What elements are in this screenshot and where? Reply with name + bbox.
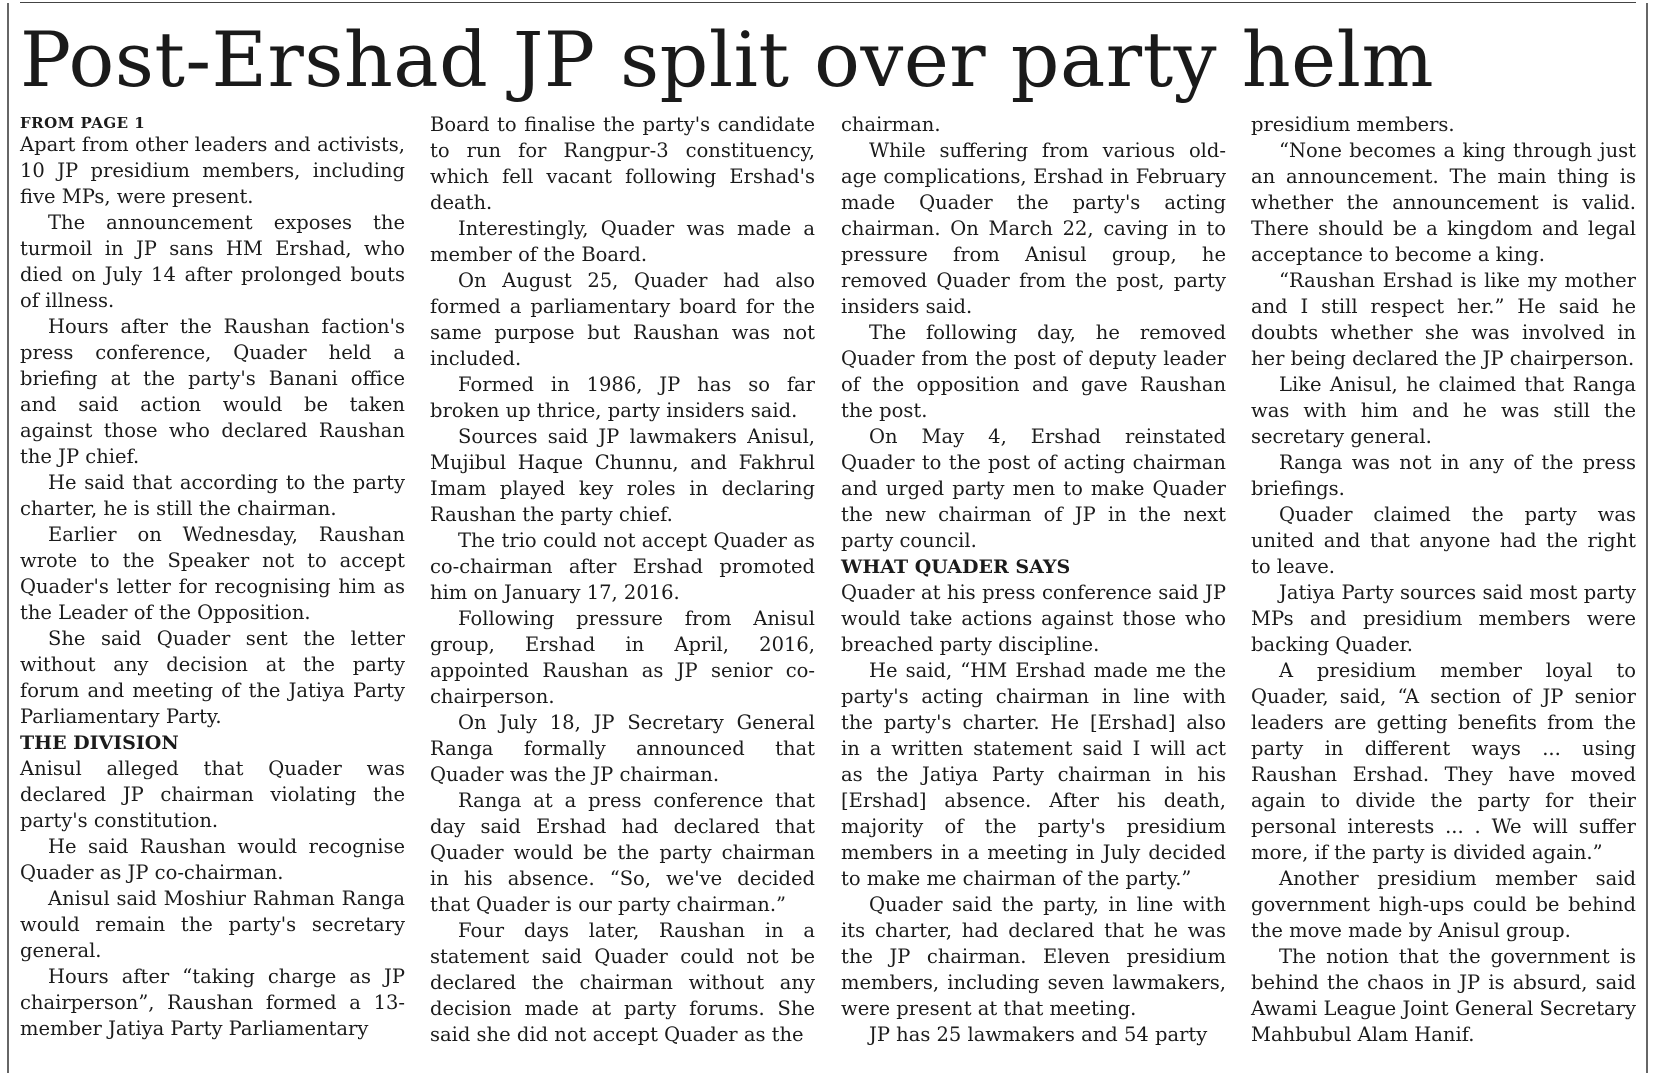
right-border-rule <box>1646 3 1648 1073</box>
paragraph: Four days later, Raushan in a statement said Quader could not be declared the chairman without any decision made at party forums. She said she did not accept Quader as the <box>430 919 815 1046</box>
headline: Post-Ershad JP split over party helm <box>20 15 1435 104</box>
paragraph: chairman. <box>841 113 941 136</box>
paragraph: Interestingly, Quader was made a member of the Board. <box>430 217 815 266</box>
paragraph: Ranga was not in any of the press briefings. <box>1251 451 1636 500</box>
paragraph: On July 18, JP Secretary General Ranga formally announced that Quader was the JP chairman. <box>430 711 815 786</box>
subhead-the-division: THE DIVISION <box>20 732 179 754</box>
paragraph: Apart from other leaders and activists, 10 JP presidium members, including five MPs, were present. <box>20 133 405 208</box>
paragraph: Hours after the Raushan faction's press conference, Quader held a briefing at the party's Banani office and said action would be taken against those who declared Raushan the JP chief. <box>20 315 405 468</box>
paragraph: The notion that the government is behind the chaos in JP is absurd, said Awami League Joint General Secretary Mahbubul Alam Hanif. <box>1251 945 1636 1046</box>
paragraph: Formed in 1986, JP has so far broken up thrice, party insiders said. <box>430 373 815 422</box>
paragraph: While suffering from various old-age complications, Ershad in February made Quader the party's acting chairman. On March 22, caving in to pressure from Anisul group, he removed Quader from the post, party insiders said. <box>841 139 1226 318</box>
paragraph: presidium members. <box>1251 113 1455 136</box>
paragraph: The announcement exposes the turmoil in JP sans HM Ershad, who died on July 14 after prolonged bouts of illness. <box>20 211 405 312</box>
paragraph: Jatiya Party sources said most party MPs and presidium members were backing Quader. <box>1251 581 1636 656</box>
paragraph: Quader at his press conference said JP would take actions against those who breached party discipline. <box>841 581 1226 656</box>
paragraph: Following pressure from Anisul group, Ershad in April, 2016, appointed Raushan as JP senior co-chairperson. <box>430 607 815 708</box>
kicker: FROM PAGE 1 <box>20 114 146 132</box>
paragraph: On August 25, Quader had also formed a parliamentary board for the same purpose but Raushan was not included. <box>430 269 815 370</box>
paragraph: Quader said the party, in line with its charter, had declared that he was the JP chairman. Eleven presidium members, including seven lawmakers, were present at that meeting. <box>841 893 1226 1020</box>
paragraph: On May 4, Ershad reinstated Quader to the post of acting chairman and urged party men to make Quader the new chairman of JP in the next party council. <box>841 425 1226 552</box>
article-column-3 <box>841 112 1226 1048</box>
subhead-what-quader-says: WHAT QUADER SAYS <box>841 556 1071 578</box>
paragraph: Sources said JP lawmakers Anisul, Mujibul Haque Chunnu, and Fakhrul Imam played key roles in declaring Raushan the party chief. <box>430 425 815 526</box>
paragraph: JP has 25 lawmakers and 54 party <box>869 1023 1208 1046</box>
article-column-2 <box>430 112 815 1048</box>
paragraph: A presidium member loyal to Quader, said, “A section of JP senior leaders are getting benefits from the party in different ways ... using Raushan Ershad. They have moved again to divide the party for their personal interests ... . We will suffer more, if the party is divided again.” <box>1251 659 1636 864</box>
paragraph: He said Raushan would recognise Quader as JP co-chairman. <box>20 835 405 884</box>
paragraph: Ranga at a press conference that day said Ershad had declared that Quader would be the party chairman in his absence. “So, we've decided that Quader is our party chairman.” <box>430 789 815 916</box>
paragraph: The following day, he removed Quader from the post of deputy leader of the opposition and gave Raushan the post. <box>841 321 1226 422</box>
paragraph: “Raushan Ershad is like my mother and I still respect her.” He said he doubts whether she was involved in her being declared the JP chairperson. <box>1251 269 1636 370</box>
left-border-rule <box>7 3 9 1073</box>
paragraph: Quader claimed the party was united and that anyone had the right to leave. <box>1251 503 1636 578</box>
paragraph: The trio could not accept Quader as co-chairman after Ershad promoted him on January 17, 2016. <box>430 529 815 604</box>
paragraph: Like Anisul, he claimed that Ranga was with him and he was still the secretary general. <box>1251 373 1636 448</box>
paragraph: Earlier on Wednesday, Raushan wrote to the Speaker not to accept Quader's letter for recognising him as the Leader of the Opposition. <box>20 523 405 624</box>
paragraph: “None becomes a king through just an announcement. The main thing is whether the announcement is valid. There should be a kingdom and legal acceptance to become a king. <box>1251 139 1636 266</box>
article-column-1 <box>20 112 405 1042</box>
paragraph: He said, “HM Ershad made me the party's acting chairman in line with the party's charter. He [Ershad] also in a written statement said I will act as the Jatiya Party chairman in his [Ershad] absence. After his death, majority of the party's presidium members in a meeting in July decided to make me chairman of the party.” <box>841 659 1226 890</box>
paragraph: Another presidium member said government high-ups could be behind the move made by Anisul group. <box>1251 867 1636 942</box>
paragraph: Hours after “taking charge as JP chairperson”, Raushan formed a 13-member Jatiya Party Parliamentary <box>20 965 405 1040</box>
top-rule <box>20 2 1636 3</box>
paragraph: Anisul said Moshiur Rahman Ranga would remain the party's secretary general. <box>20 887 405 962</box>
paragraph: Board to finalise the party's candidate to run for Rangpur-3 constituency, which fell vacant following Ershad's death. <box>430 113 815 214</box>
article-column-4 <box>1251 112 1636 1048</box>
paragraph: Anisul alleged that Quader was declared JP chairman violating the party's constitution. <box>20 757 405 832</box>
paragraph: He said that according to the party charter, he is still the chairman. <box>20 471 405 520</box>
paragraph: She said Quader sent the letter without any decision at the party forum and meeting of the Jatiya Party Parliamentary Party. <box>20 627 405 728</box>
